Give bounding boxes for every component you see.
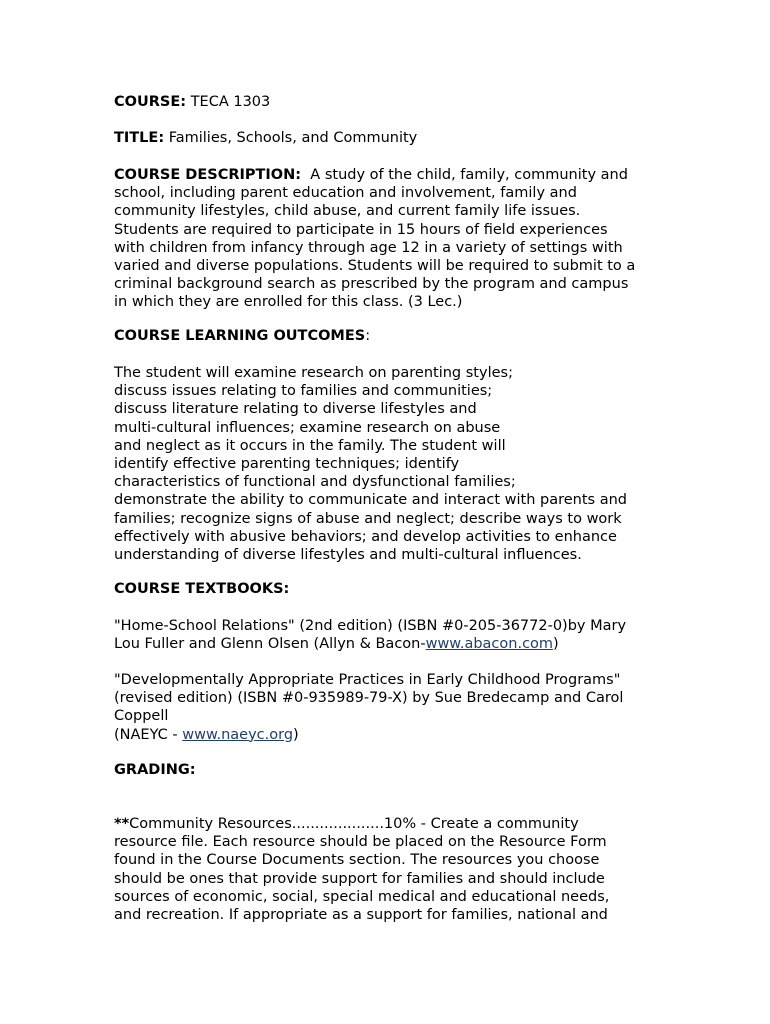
outcomes-line: understanding of diverse lifestyles and multi-cultural influences. [114,547,582,564]
outcomes-heading: COURSE LEARNING OUTCOMES: [114,328,371,344]
title-line [114,129,674,147]
resources-line: found in the Course Documents section. The resources you choose [114,852,600,869]
outcomes-line: multi-cultural influences; examine research on abuse [114,419,501,436]
outcomes-line: discuss issues relating to families and communities; [114,383,493,400]
outcomes-line: effectively with abusive behaviors; and develop activities to enhance [114,528,617,545]
description-line: varied and diverse populations. Students will be required to submit to a [114,258,636,275]
description-line: community lifestyles, child abuse, and current family life issues. [114,203,581,220]
grading-heading [114,761,674,779]
description-line: Students are required to participate in 15 hours of field experiences [114,221,608,238]
textbook-line: Coppell [114,708,169,725]
title-value: Families, Schools, and Community [168,130,418,146]
abacon-link[interactable]: www.abacon.com [425,636,554,653]
resources-line: **Community Resources....................10% - Create a community [114,816,579,832]
outcomes-line: and neglect as it occurs in the family. The student will [114,437,506,454]
naeyc-link[interactable]: www.naeyc.org [182,726,294,743]
textbook-line: (NAEYC - www.naeyc.org) [114,726,299,743]
description-line: COURSE DESCRIPTION: A study of the child, family, community and [114,167,628,183]
description-line: school, including parent education and involvement, family and [114,185,577,202]
course-value: TECA 1303 [190,94,271,110]
outcomes-line: families; recognize signs of abuse and neglect; describe ways to work [114,510,622,527]
textbook-2 [114,671,674,744]
outcomes-line: characteristics of functional and dysfunctional families; [114,474,516,491]
course-description [114,166,674,312]
outcomes-line: identify effective parenting techniques; identify [114,456,460,473]
textbooks-label: COURSE TEXTBOOKS: [114,581,290,597]
resources-line: should be ones that provide support for families and should include [114,870,605,887]
grading-label: GRADING: [114,762,196,778]
course-line [114,93,674,111]
textbook-line: "Developmentally Appropriate Practices in Early Childhood Programs" [114,672,621,688]
description-line: in which they are enrolled for this class. (3 Lec.) [114,294,463,311]
outcomes-paragraph [114,364,674,564]
description-line: criminal background search as prescribed by the program and campus [114,276,629,293]
outcomes-line: discuss literature relating to diverse lifestyles and [114,401,477,418]
textbook-line: Lou Fuller and Glenn Olsen (Allyn & Bacon-www.abacon.com) [114,636,559,653]
description-line: with children from infancy through age 12 in a variety of settings with [114,239,623,256]
resources-line: sources of economic, social, special medical and educational needs, [114,888,610,905]
textbook-line: "Home-School Relations" (2nd edition) (ISBN #0-205-36772-0)by Mary [114,618,627,634]
title-label: TITLE: [114,130,165,146]
textbooks-heading [114,580,674,598]
textbook-line: (revised edition) (ISBN #0-935989-79-X) by Sue Bredecamp and Carol [114,690,624,707]
description-label: COURSE DESCRIPTION: [114,167,302,183]
resources-line: resource file. Each resource should be placed on the Resource Form [114,834,607,851]
textbook-1 [114,617,674,653]
community-resources [114,815,674,924]
outcomes-label: COURSE LEARNING OUTCOMES [114,328,366,344]
outcomes-line: The student will examine research on parenting styles; [114,365,513,381]
resources-line: and recreation. If appropriate as a support for families, national and [114,907,608,924]
resources-stars: ** [114,816,130,832]
course-label: COURSE: [114,94,187,110]
outcomes-line: demonstrate the ability to communicate and interact with parents and [114,492,627,509]
